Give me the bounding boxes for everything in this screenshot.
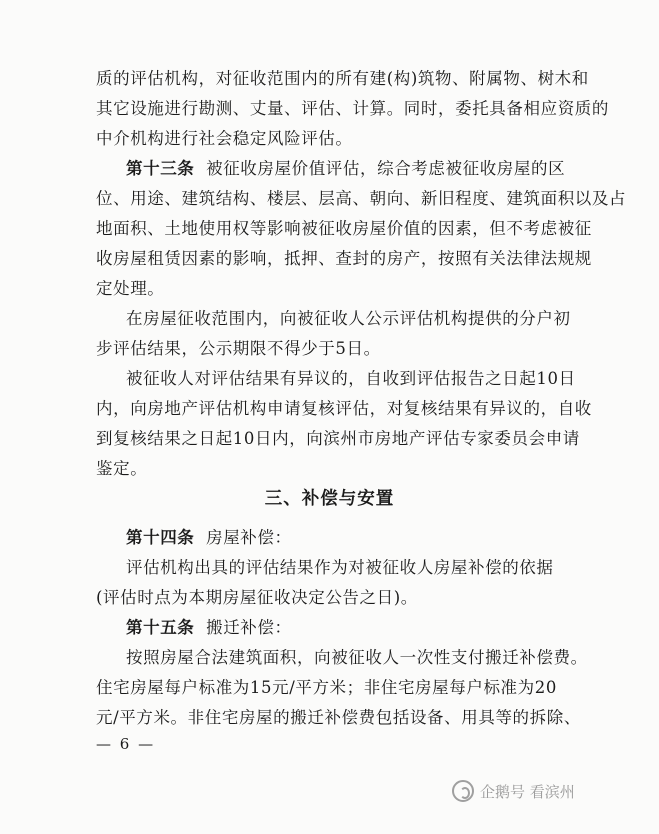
article-15-title: 第十五条: [126, 618, 195, 637]
article-14-text: 房屋补偿：: [206, 528, 292, 547]
article-13-first-line: [126, 158, 596, 180]
body-line: 元/平方米。非住宅房屋的搬迁补偿费包括设备、用具等的拆除、: [96, 708, 581, 727]
article-15-heading: [126, 617, 596, 639]
body-line: 收房屋租赁因素的影响，抵押、查封的房产，按照有关法律法规规: [96, 249, 592, 268]
body-line: 住宅房屋每户标准为15元/平方米；非住宅房屋每户标准为20: [96, 678, 557, 697]
article-13-text: 被征收房屋价值评估，综合考虑被征收房屋的区: [206, 159, 566, 178]
body-line: 其它设施进行勘测、丈量、评估、计算。同时，委托具备相应资质的: [96, 99, 609, 118]
body-line: 质的评估机构，对征收范围内的所有建(构)筑物、附属物、树木和: [96, 69, 589, 88]
body-line: 中介机构进行社会稳定风险评估。: [96, 129, 353, 148]
penguin-logo-icon: [452, 780, 474, 802]
body-line: 到复核结果之日起10日内，向滨州市房地产评估专家委员会申请: [96, 429, 580, 448]
article-15-text: 搬迁补偿：: [206, 618, 292, 637]
body-line: 按照房屋合法建筑面积，向被征收人一次性支付搬迁补偿费。: [126, 648, 588, 667]
body-line: 评估机构出具的评估结果作为对被征收人房屋补偿的依据: [126, 558, 554, 577]
article-13-title: 第十三条: [126, 159, 195, 178]
body-line: 鉴定。: [96, 459, 148, 478]
section-heading: 三、补偿与安置: [264, 489, 395, 509]
watermark: [452, 780, 575, 802]
body-line: 定处理。: [96, 279, 165, 298]
body-line: 步评估结果，公示期限不得少于5日。: [96, 339, 381, 358]
article-14-title: 第十四条: [126, 528, 195, 547]
body-line: 地面积、土地使用权等影响被征收房屋价值的因素，但不考虑被征: [96, 219, 592, 238]
body-line: 在房屋征收范围内，向被征收人公示评估机构提供的分户初: [126, 309, 571, 328]
body-line: 被征收人对评估结果有异议的，自收到评估报告之日起10日: [126, 369, 576, 388]
watermark-text: 企鹅号 看滨州: [480, 782, 575, 801]
body-line: (评估时点为本期房屋征收决定公告之日)。: [96, 588, 418, 607]
body-line: 位、用途、建筑结构、楼层、层高、朝向、新旧程度、建筑面积以及占: [96, 189, 627, 208]
body-line: 内，向房地产评估机构申请复核评估，对复核结果有异议的，自收: [96, 399, 592, 418]
page-number: — 6 —: [96, 735, 156, 753]
article-14-heading: [126, 527, 596, 549]
